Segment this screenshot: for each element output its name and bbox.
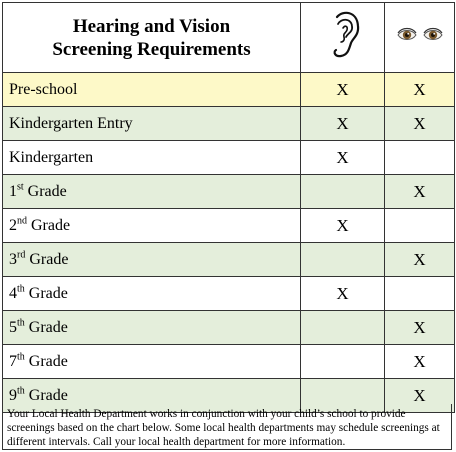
table-row: [3, 345, 455, 379]
grade-label-text: 9: [9, 386, 17, 404]
table-row: [3, 209, 455, 243]
hearing-mark: [301, 311, 385, 345]
screening-table: [2, 2, 455, 413]
title-line-1: Hearing and Vision: [72, 15, 231, 37]
grade-label: [3, 141, 301, 175]
vision-mark: X: [385, 175, 455, 209]
grade-label-text: 1: [9, 182, 17, 200]
footer-note: Your Local Health Department works in conjunction with your child’s school to provide screenings based on the chart below. Some local health departments may schedule screenings at different intervals. Call your local health department for more information.: [2, 404, 452, 450]
hearing-mark: [301, 243, 385, 277]
grade-label: [3, 277, 301, 311]
grade-word: Grade: [25, 250, 69, 268]
table-row: [3, 311, 455, 345]
hearing-mark: X: [301, 107, 385, 141]
hearing-mark: X: [301, 277, 385, 311]
grade-label: [3, 73, 301, 107]
hearing-column-header: [301, 3, 385, 73]
vision-mark: [385, 277, 455, 311]
grade-label-text: Kindergarten: [9, 148, 94, 166]
vision-mark: X: [385, 73, 455, 107]
grade-word: Grade: [23, 182, 67, 200]
grade-word: Grade: [24, 386, 68, 404]
grade-ordinal-suffix: th: [17, 283, 25, 295]
grade-ordinal-suffix: rd: [17, 249, 26, 261]
grade-label-text: Kindergarten Entry: [9, 114, 133, 132]
vision-column-header: [385, 3, 455, 73]
vision-mark: X: [385, 311, 455, 345]
grade-word: Grade: [24, 352, 68, 370]
vision-mark: [385, 209, 455, 243]
hearing-mark: [301, 345, 385, 379]
table-row: [3, 73, 455, 107]
table-title: [3, 3, 301, 73]
grade-ordinal-suffix: th: [17, 351, 25, 363]
grade-word: Grade: [24, 284, 68, 302]
grade-label-text: 2: [9, 216, 17, 234]
grade-ordinal-suffix: th: [17, 385, 25, 397]
grade-label: [3, 243, 301, 277]
grade-label-text: 5: [9, 318, 17, 336]
grade-label: [3, 345, 301, 379]
grade-word: Grade: [24, 318, 68, 336]
vision-mark: X: [385, 107, 455, 141]
eyes-icon: [396, 26, 444, 44]
vision-mark: [385, 141, 455, 175]
vision-mark: X: [385, 243, 455, 277]
hearing-mark: X: [301, 141, 385, 175]
ear-icon: [323, 9, 363, 61]
grade-label-text: 4: [9, 284, 17, 302]
table-row: [3, 243, 455, 277]
grade-label-text: 3: [9, 250, 17, 268]
table-row: [3, 277, 455, 311]
table-row: [3, 141, 455, 175]
grade-label: [3, 209, 301, 243]
hearing-mark: X: [301, 209, 385, 243]
vision-mark: X: [385, 379, 455, 413]
grade-ordinal-suffix: st: [17, 181, 24, 193]
hearing-mark: X: [301, 73, 385, 107]
grade-label: [3, 107, 301, 141]
grade-ordinal-suffix: nd: [17, 215, 27, 227]
grade-ordinal-suffix: th: [17, 317, 25, 329]
grade-label: [3, 311, 301, 345]
table-row: [3, 107, 455, 141]
grade-label: [3, 175, 301, 209]
grade-word: Grade: [27, 216, 71, 234]
hearing-mark: [301, 175, 385, 209]
table-header-row: [3, 3, 455, 73]
grade-label-text: Pre-school: [9, 80, 78, 98]
vision-mark: X: [385, 345, 455, 379]
grade-label-text: 7: [9, 352, 17, 370]
title-line-2: Screening Requirements: [52, 38, 251, 60]
table-row: [3, 175, 455, 209]
